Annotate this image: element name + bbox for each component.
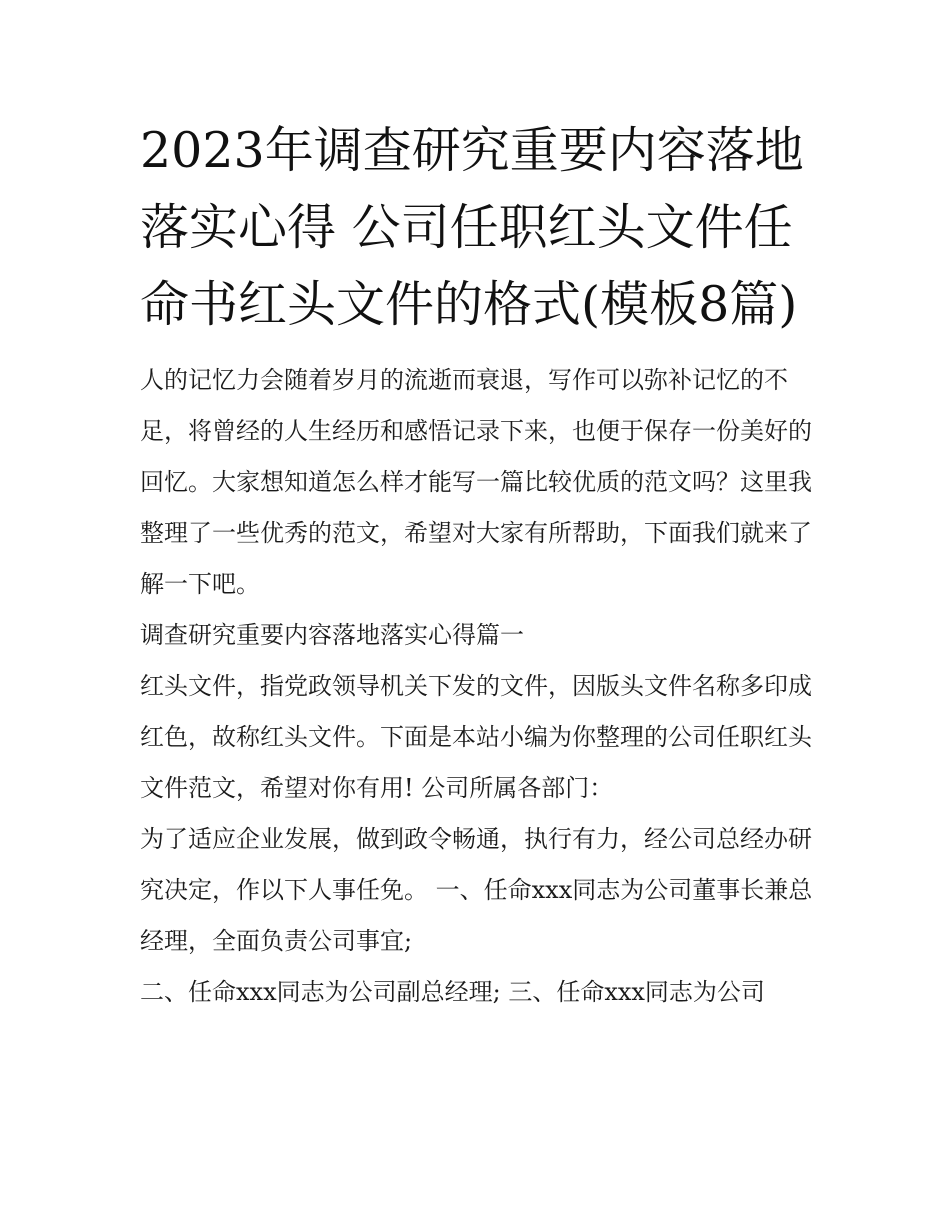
document-content [140, 112, 816, 1018]
body-paragraph: 红头文件，指党政领导机关下发的文件，因版头文件名称多印成红色，故称红头文件。下面是本站小编为你整理的公司任职红头文件范文，希望对你有用! 公司所属各部门： [140, 672, 812, 802]
body-paragraph: 为了适应企业发展，做到政令畅通，执行有力，经公司总经办研究决定，作以下人事任免。 一、任命xxx同志为公司董事长兼总经理，全面负责公司事宜; [140, 825, 813, 955]
document-body [140, 355, 816, 1018]
intro-paragraph: 人的记忆力会随着岁月的流逝而衰退，写作可以弥补记忆的不足，将曾经的人生经历和感悟记录下来，也便于保存一份美好的回忆。大家想知道怎么样才能写一篇比较优质的范文吗？这里我整理了一些优秀的范文，希望对大家有所帮助，下面我们就来了解一下吧。 [140, 366, 812, 598]
document-title: 2023年调查研究重要内容落地落实心得 公司任职红头文件任命书红头文件的格式(模板8篇) [140, 122, 804, 333]
body-paragraph: 二、任命xxx同志为公司副总经理; 三、任命xxx同志为公司 [140, 978, 765, 1006]
section-heading: 调查研究重要内容落地落实心得篇一 [140, 621, 524, 649]
